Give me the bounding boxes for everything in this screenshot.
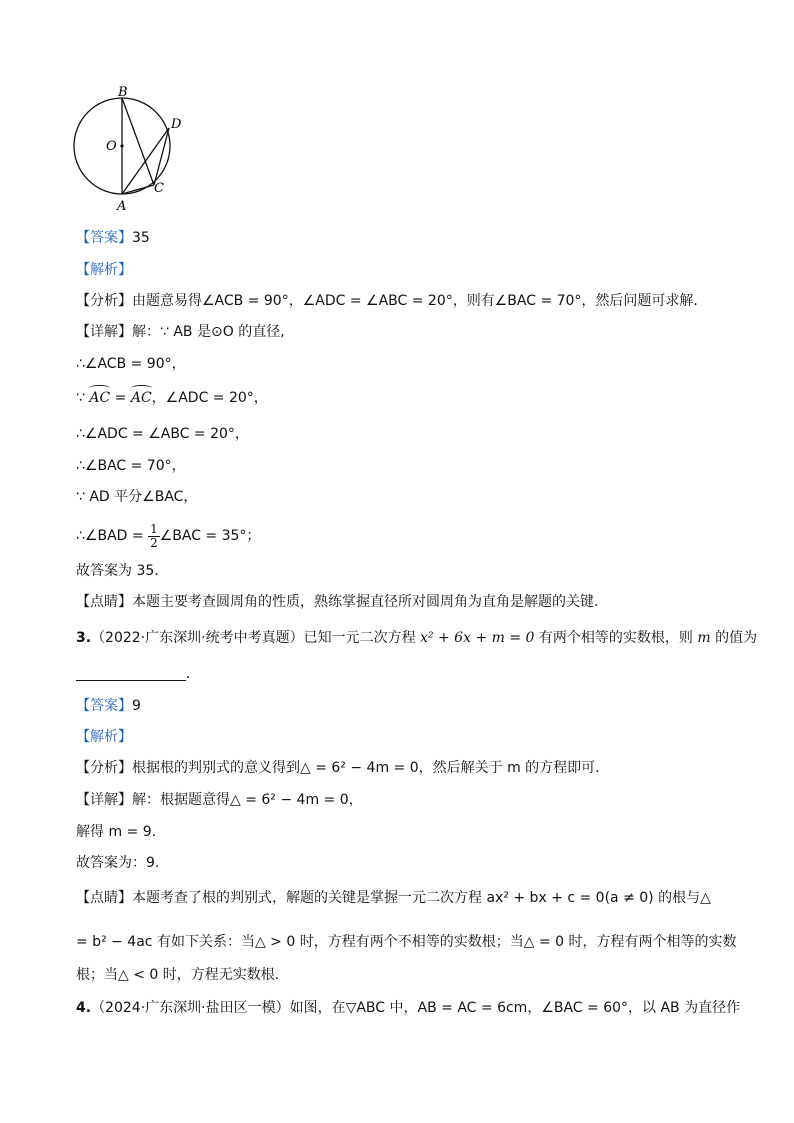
conclusion-text: 故答案为 35． (76, 563, 169, 579)
arc-ac-right: AC (130, 390, 152, 406)
label-b: B (118, 85, 128, 100)
fraction-half (148, 523, 160, 550)
dianjing-tag: 【点睛】 (76, 594, 132, 610)
question-equation: x² + 6x + m = 0 (420, 630, 535, 646)
fenxi-text: 根据根的判别式的意义得到△ = 6² − 4m = 0，然后解关于 m 的方程即可． (132, 760, 610, 776)
circle-figure (68, 80, 198, 215)
dianjing-text: = b² − 4ac 有如下关系：当△ > 0 时，方程有两个不相等的实数根；当△ = 0 时，方程有两个相等的实数 (76, 934, 737, 950)
question-variable: m (697, 630, 711, 646)
question-text: 有两个相等的实数根，则 (534, 630, 698, 646)
conclusion-text: 故答案为：9． (76, 855, 169, 871)
arc-ac-left: AC (89, 390, 111, 406)
label-a: A (117, 199, 127, 214)
question-text: 已知一元二次方程 (303, 630, 421, 646)
q2-step-5 (76, 487, 197, 507)
q3-jiexi-line (76, 727, 132, 747)
step-text: ∴∠ACB = 90°， (76, 356, 186, 372)
answer-value: 9 (132, 698, 141, 714)
q3-blank-line (76, 664, 200, 684)
dianjing-text: 本题考查了根的判别式，解题的关键是掌握一元二次方程 ax² + bx + c = 0(a ≠ 0) 的根与△ (132, 890, 711, 906)
q2-fenxi-line (76, 291, 707, 311)
step-text: ∠BAC = 35°； (159, 528, 261, 544)
q2-answer-line (76, 228, 150, 248)
q2-conclusion (76, 561, 168, 581)
center-dot (120, 144, 123, 147)
q2-step-6 (76, 519, 260, 553)
q3-dianjing-3 (76, 965, 289, 985)
step-text: ，∠ADC = 20°， (151, 390, 268, 406)
q3-step-1 (76, 822, 166, 842)
dianjing-text: 根；当△ < 0 时，方程无实数根． (76, 967, 289, 983)
question-source: （2022·广东深圳·统考中考真题） (91, 630, 304, 646)
q2-xiangjie-line (76, 322, 285, 342)
fenxi-tag: 【分析】 (76, 760, 132, 776)
question-number: 3. (76, 630, 92, 646)
q2-step-2 (76, 388, 268, 408)
q3-dianjing-1 (76, 888, 711, 908)
q2-step-1 (76, 354, 186, 374)
dianjing-tag: 【点睛】 (76, 890, 132, 906)
xiangjie-tag: 【详解】 (76, 792, 132, 808)
jiexi-tag: 【解析】 (76, 262, 132, 278)
q2-dianjing (76, 592, 608, 612)
label-c: C (154, 181, 164, 196)
blank-end: ． (186, 666, 200, 682)
q3-xiangjie-line (76, 790, 363, 810)
xiangjie-tag: 【详解】 (76, 324, 132, 340)
fraction-numerator: 1 (150, 521, 158, 536)
q2-step-3 (76, 424, 249, 444)
xiangjie-text: 解：根据题意得△ = 6² − 4m = 0， (132, 792, 363, 808)
fraction-denominator: 2 (150, 535, 158, 550)
answer-tag: 【答案】 (76, 698, 132, 714)
q2-step-4 (76, 456, 186, 476)
fenxi-text: 由题意易得∠ACB = 90°，∠ADC = ∠ABC = 20°，则有∠BAC = 70°，然后问题可求解． (132, 293, 708, 309)
label-d: D (171, 117, 182, 132)
step-text: ∴∠ADC = ∠ABC = 20°， (76, 426, 249, 442)
q3-conclusion (76, 853, 169, 873)
q4-question (76, 998, 740, 1018)
answer-blank (76, 666, 186, 681)
step-text: 解得 m = 9． (76, 824, 166, 840)
question-text: 的值为 (710, 630, 758, 646)
answer-tag: 【答案】 (76, 230, 132, 246)
xiangjie-text: 解：∵ AB 是⊙O 的直径, (132, 324, 285, 340)
question-number: 4. (76, 1000, 92, 1016)
q3-fenxi-line (76, 758, 609, 778)
jiexi-tag: 【解析】 (76, 729, 132, 745)
fenxi-tag: 【分析】 (76, 293, 132, 309)
question-source: （2024·广东深圳·盐田区一模） (91, 1000, 290, 1016)
q3-dianjing-2 (76, 932, 736, 952)
step-text: ∴∠BAC = 70°， (76, 458, 186, 474)
answer-value: 35 (132, 230, 150, 246)
q2-jiexi-line (76, 260, 132, 280)
step-text: ∵ (76, 390, 90, 406)
step-text: ∴∠BAD = (76, 528, 149, 544)
question-text: 如图，在▽ABC 中，AB = AC = 6cm，∠BAC = 60°，以 AB 为直径作 (289, 1000, 741, 1016)
label-o: O (106, 139, 117, 154)
dianjing-text: 本题主要考查圆周角的性质，熟练掌握直径所对圆周角为直角是解题的关键． (132, 594, 608, 610)
segment-dc (154, 128, 169, 185)
q3-question (76, 628, 757, 648)
step-text: ∵ AD 平分∠BAC， (76, 489, 198, 505)
q3-answer-line (76, 696, 141, 716)
step-text: = (110, 390, 131, 406)
